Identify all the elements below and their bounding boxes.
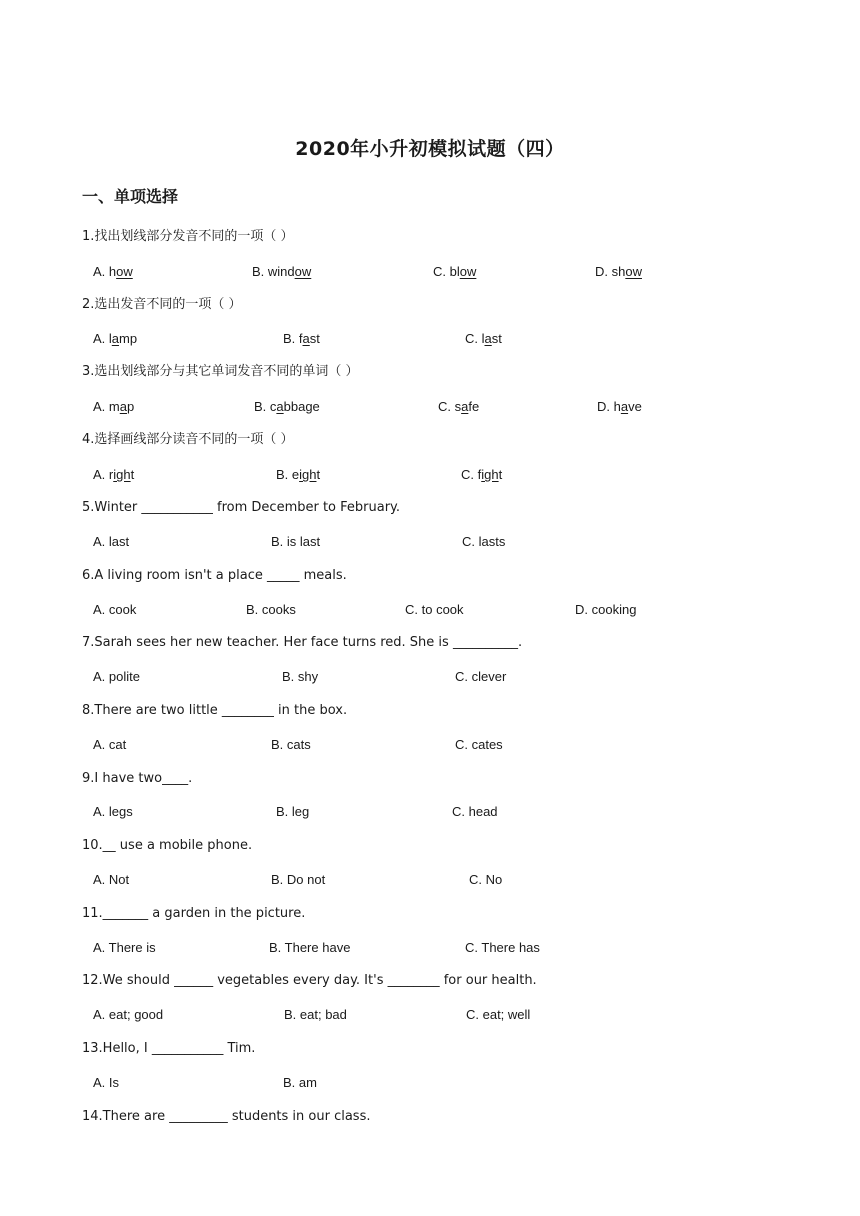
option-1b[interactable]: B. window xyxy=(252,264,312,279)
option-9b[interactable]: B. leg xyxy=(276,804,310,819)
option-5a[interactable]: A. last xyxy=(93,534,130,549)
question-11: 11._______ a garden in the picture. xyxy=(82,906,306,921)
question-7: 7.Sarah sees her new teacher. Her face turns red. She is __________. xyxy=(82,635,523,650)
question-10: 10.__ use a mobile phone. xyxy=(82,838,253,853)
option-11a[interactable]: A. There is xyxy=(93,940,156,955)
question-3: 3.选出划线部分与其它单词发音不同的单词（ ） xyxy=(82,364,359,379)
option-5c[interactable]: C. lasts xyxy=(462,534,506,549)
option-12a[interactable]: A. eat; good xyxy=(93,1007,164,1022)
question-13: 13.Hello, I ___________ Tim. xyxy=(82,1041,256,1056)
question-5: 5.Winter ___________ from December to February. xyxy=(82,500,401,515)
question-12: 12.We should ______ vegetables every day. It's ________ for our health. xyxy=(82,973,537,988)
option-12c[interactable]: C. eat; well xyxy=(466,1007,531,1022)
option-6a[interactable]: A. cook xyxy=(93,602,137,617)
page-title: 2020年小升初模拟试题（四） xyxy=(295,138,565,160)
option-5b[interactable]: B. is last xyxy=(271,534,321,549)
option-12b[interactable]: B. eat; bad xyxy=(284,1007,347,1022)
option-8a[interactable]: A. cat xyxy=(93,737,127,752)
option-1a[interactable]: A. how xyxy=(93,264,133,279)
option-10c[interactable]: C. No xyxy=(469,872,503,887)
option-11c[interactable]: C. There has xyxy=(465,940,540,955)
option-10b[interactable]: B. Do not xyxy=(271,872,326,887)
option-4c[interactable]: C. fight xyxy=(461,467,503,482)
option-7b[interactable]: B. shy xyxy=(282,669,319,684)
option-9a[interactable]: A. legs xyxy=(93,804,133,819)
option-2b[interactable]: B. fast xyxy=(283,331,320,346)
option-6d[interactable]: D. cooking xyxy=(575,602,637,617)
option-7a[interactable]: A. polite xyxy=(93,669,140,684)
option-1c[interactable]: C. blow xyxy=(433,264,477,279)
section-heading: 一、单项选择 xyxy=(82,187,179,206)
question-8: 8.There are two little ________ in the box. xyxy=(82,703,348,718)
question-4: 4.选择画线部分读音不同的一项（ ） xyxy=(82,432,294,447)
option-2c[interactable]: C. last xyxy=(465,331,502,346)
option-1d[interactable]: D. show xyxy=(595,264,642,279)
question-14: 14.There are _________ students in our class. xyxy=(82,1109,371,1124)
option-2a[interactable]: A. lamp xyxy=(93,331,138,346)
option-13a[interactable]: A. Is xyxy=(93,1075,120,1090)
option-3a[interactable]: A. map xyxy=(93,399,135,414)
option-9c[interactable]: C. head xyxy=(452,804,498,819)
option-3d[interactable]: D. have xyxy=(597,399,642,414)
option-4b[interactable]: B. eight xyxy=(276,467,321,482)
option-6b[interactable]: B. cooks xyxy=(246,602,296,617)
option-8c[interactable]: C. cates xyxy=(455,737,503,752)
option-6c[interactable]: C. to cook xyxy=(405,602,464,617)
option-7c[interactable]: C. clever xyxy=(455,669,507,684)
option-10a[interactable]: A. Not xyxy=(93,872,130,887)
question-2: 2.选出发音不同的一项（ ） xyxy=(82,297,242,312)
question-6: 6.A living room isn't a place _____ meals. xyxy=(82,568,347,583)
option-8b[interactable]: B. cats xyxy=(271,737,311,752)
option-3c[interactable]: C. safe xyxy=(438,399,480,414)
option-11b[interactable]: B. There have xyxy=(269,940,351,955)
question-9: 9.I have two____. xyxy=(82,771,193,786)
option-13b[interactable]: B. am xyxy=(283,1075,317,1090)
option-3b[interactable]: B. cabbage xyxy=(254,399,320,414)
option-4a[interactable]: A. right xyxy=(93,467,135,482)
question-1: 1.找出划线部分发音不同的一项（ ） xyxy=(82,229,294,244)
